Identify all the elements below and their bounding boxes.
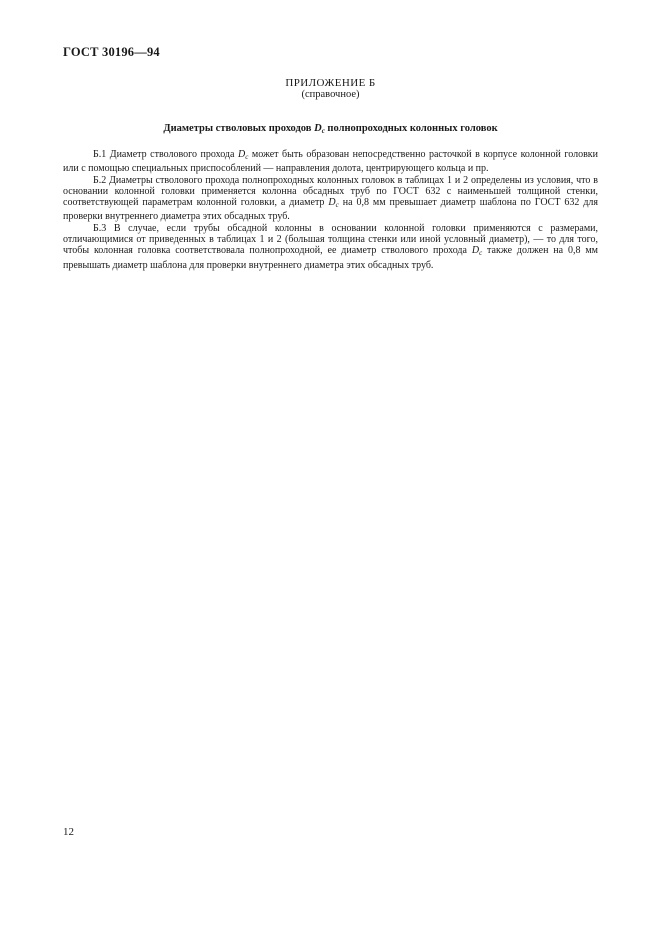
p3-symbol: [472, 245, 482, 256]
p2-symbol: [328, 197, 338, 208]
paragraph-b3: [63, 223, 598, 271]
p3-text-a: Б.3 В случае, если трубы обсадной колонны в основании колонной головки применяются с размерами, отличающимися от приведенных в таблицах 1 и 2 (большая толщина стенки или иной условный диаметр), — то для того, чтобы колонная головка соответствовала полнопроходной, ее диаметр стволового прохода: [63, 222, 598, 257]
page-number: 12: [63, 826, 74, 838]
paragraph-b2: [63, 175, 598, 223]
p3-text-b: также должен на 0,8 мм превышать диаметр шаблона для проверки внутреннего диаметра этих обсадных труб.: [63, 245, 599, 271]
body-text: [63, 149, 598, 271]
section-title-before: Диаметры стволовых проходов: [163, 123, 312, 134]
appendix-title: ПРИЛОЖЕНИЕ Б: [285, 77, 376, 89]
document-code-header: ГОСТ 30196—94: [63, 45, 160, 59]
section-title-symbol-sub: с: [321, 127, 325, 135]
p2-text-b: на 0,8 мм превышает диаметр шаблона по ГОСТ 632 для проверки внутреннего диаметра этих обсадных труб.: [63, 197, 599, 223]
section-title-after: полнопроходных колонных головок: [327, 123, 498, 134]
p2-symbol-sub: с: [335, 201, 339, 210]
section-title: [0, 123, 661, 135]
p1-symbol-sub: с: [245, 153, 249, 161]
p1-symbol-letter: D: [238, 149, 246, 160]
p1-symbol: [238, 149, 248, 160]
p1-text-b: может быть образован непосредственно расточкой в корпусе колонной головки или с помощью специальных приспособлений — направления долота, центрирующего кольца и пр.: [63, 149, 599, 175]
p3-symbol-letter: D: [471, 245, 480, 257]
p3-symbol-sub: с: [479, 249, 483, 258]
section-title-symbol: [314, 123, 325, 134]
p2-symbol-letter: D: [328, 197, 336, 209]
section-title-symbol-letter: D: [314, 123, 322, 134]
p1-text-a: Б.1 Диаметр стволового прохода: [93, 149, 235, 160]
p2-text-a: Б.2 Диаметры стволового прохода полнопроходных колонных головок в таблицах 1 и 2 определены из условия, что в основании колонной головки применяется колонна обсадных труб по ГОСТ 632 с наименьшей толщиной стенки, соответствующей параметрам колонной головки, а диаметр: [63, 174, 598, 209]
appendix-subtitle: (справочное): [301, 89, 360, 100]
paragraph-b1: [63, 149, 598, 175]
